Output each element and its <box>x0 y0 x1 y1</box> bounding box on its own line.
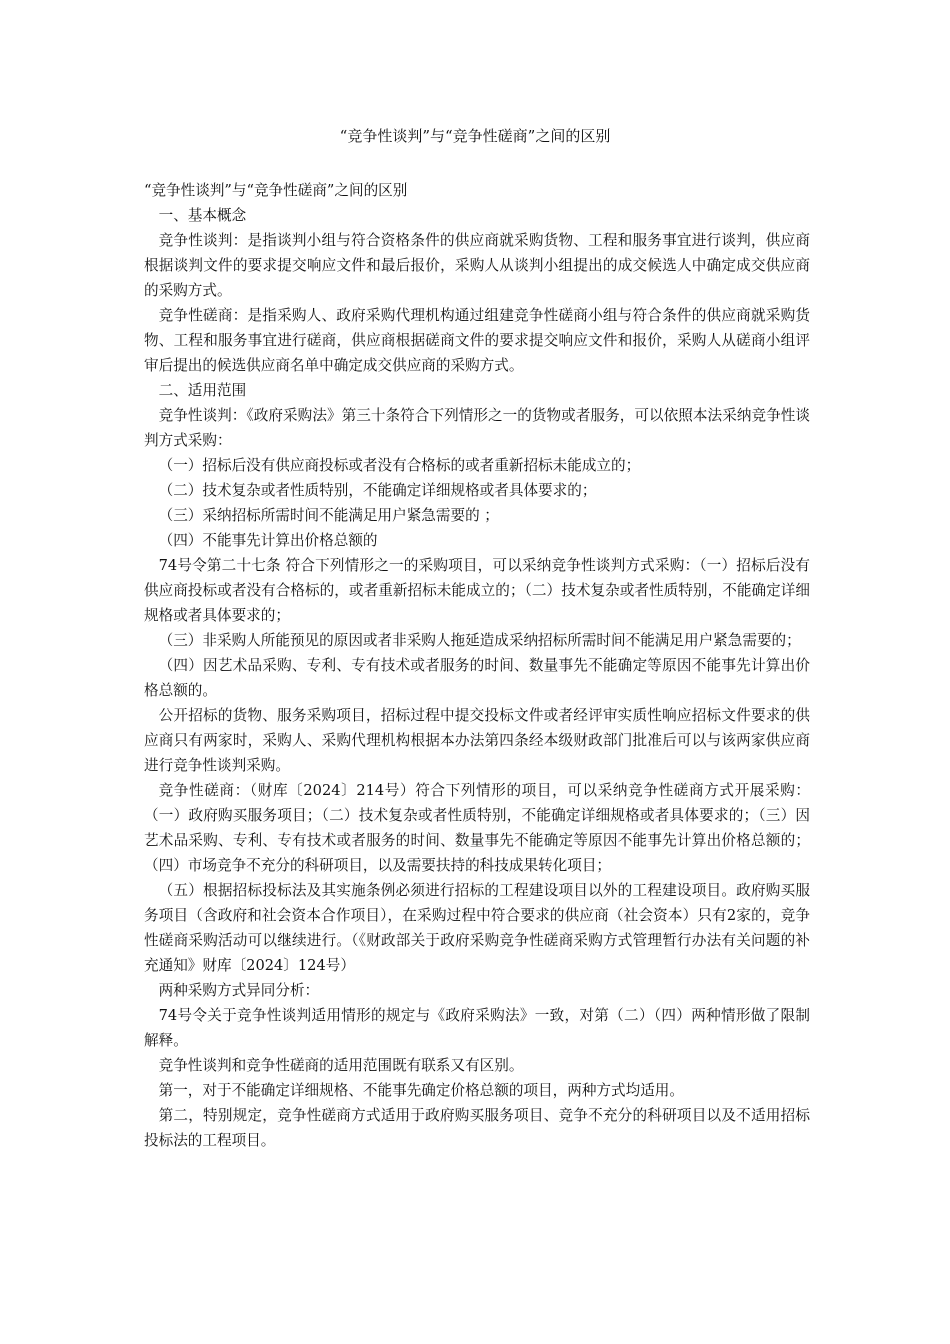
paragraph: 两种采购方式异同分析： <box>158 982 320 999</box>
paragraph: 竞争性磋商：是指采购人、政府采购代理机构通过组建竞争性磋商小组与符合条件的供应商就采购货物、工程和服务事宜进行磋商，供应商根据磋商文件的要求提交响应文件和报价，采购人从磋商小组评审后提出的候选供应商名单中确定成交供应商的采购方式。 <box>144 307 810 374</box>
paragraph: 竞争性磋商：（财库〔2024〕214号）符合下列情形的项目，可以采纳竞争性磋商方式开展采购：（一）政府购买服务项目；（二）技术复杂或者性质特别，不能确定详细规格或者具体要求的；（三）因艺术品采购、专利、专有技术或者服务的时间、数量事先不能确定等原因不能事先计算出价格总额的；（四）市场竞争不充分的科研项目，以及需要扶持的科技成果转化项目； <box>144 782 810 874</box>
paragraph: 竞争性谈判和竞争性磋商的适用范围既有联系又有区别。 <box>158 1057 524 1074</box>
list-item: （四）不能事先计算出价格总额的 <box>158 532 378 549</box>
page-title: “竞争性谈判”与“竞争性磋商”之间的区别 <box>339 127 611 145</box>
paragraph: 竞争性谈判：《政府采购法》第三十条符合下列情形之一的货物或者服务，可以依照本法采纳竞争性谈判方式采购： <box>144 407 810 449</box>
document-heading: “竞争性谈判”与“竞争性磋商”之间的区别 <box>144 182 408 199</box>
section-heading-basic-concepts: 一、基本概念 <box>158 207 247 224</box>
paragraph: （五）根据招标投标法及其实施条例必须进行招标的工程建设项目以外的工程建设项目。政府购买服务项目（含政府和社会资本合作项目），在采购过程中符合要求的供应商（社会资本）只有2家的，竞争性磋商采购活动可以继续进行。（《财政部关于政府采购竞争性磋商采购方式管理暂行办法有关问题的补充通知》财库〔2024〕124号） <box>144 882 810 974</box>
list-item: （三）非采购人所能预见的原因或者非采购人拖延造成采纳招标所需时间不能满足用户紧急需要的； <box>158 632 801 649</box>
paragraph: 第二，特别规定，竞争性磋商方式适用于政府购买服务项目、竞争不充分的科研项目以及不适用招标投标法的工程项目。 <box>144 1107 810 1149</box>
paragraph: 74号令第二十七条 符合下列情形之一的采购项目，可以采纳竞争性谈判方式采购：（一）招标后没有供应商投标或者没有合格标的，或者重新招标未能成立的；（二）技术复杂或者性质特别，不能确定详细规格或者具体要求的； <box>144 557 810 624</box>
list-item: （二）技术复杂或者性质特别，不能确定详细规格或者具体要求的； <box>158 482 597 499</box>
paragraph: 竞争性谈判：是指谈判小组与符合资格条件的供应商就采购货物、工程和服务事宜进行谈判，供应商根据谈判文件的要求提交响应文件和最后报价，采购人从谈判小组提出的成交候选人中确定成交供应商的采购方式。 <box>144 232 810 299</box>
paragraph: 74号令关于竞争性谈判适用情形的规定与《政府采购法》一致，对第（二）（四）两种情形做了限制解释。 <box>144 1007 810 1049</box>
list-item: （三）采纳招标所需时间不能满足用户紧急需要的 ； <box>158 507 499 524</box>
list-item: （四）因艺术品采购、专利、专有技术或者服务的时间、数量事先不能确定等原因不能事先计算出价格总额的。 <box>144 657 810 699</box>
document-body <box>144 178 810 1153</box>
list-item: （一）招标后没有供应商投标或者没有合格标的或者重新招标未能成立的； <box>158 457 641 474</box>
paragraph: 公开招标的货物、服务采购项目，招标过程中提交投标文件或者经评审实质性响应招标文件要求的供应商只有两家时，采购人、采购代理机构根据本办法第四条经本级财政部门批准后可以与该两家供应商进行竞争性谈判采购。 <box>144 707 810 774</box>
section-heading-scope: 二、适用范围 <box>158 382 247 399</box>
paragraph: 第一，对于不能确定详细规格、不能事先确定价格总额的项目，两种方式均适用。 <box>158 1082 684 1099</box>
